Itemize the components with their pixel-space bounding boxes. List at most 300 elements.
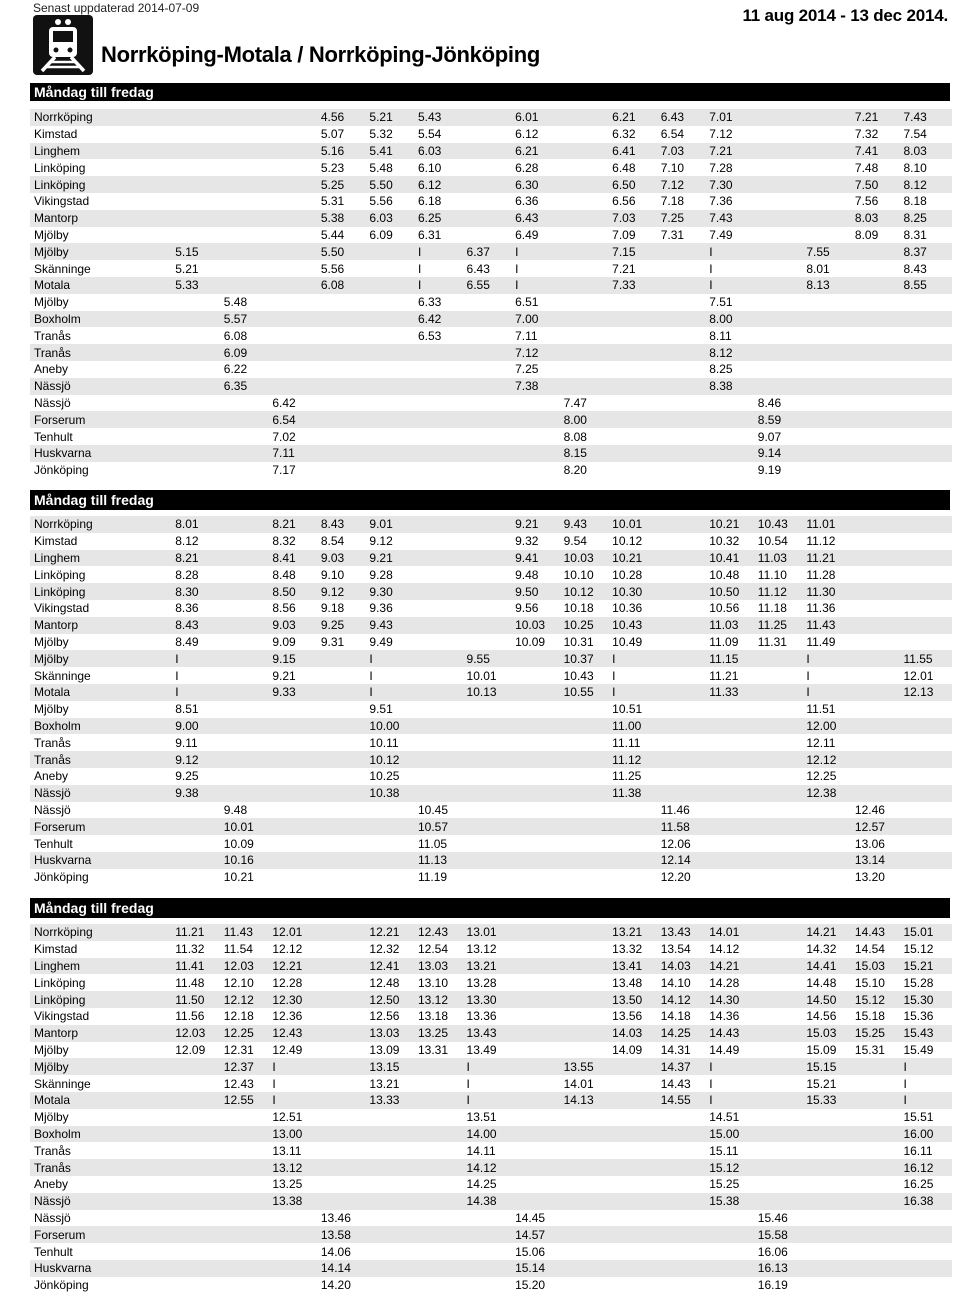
departure-time: 12.01 <box>272 924 321 941</box>
departure-time: 5.50 <box>321 243 370 260</box>
departure-time <box>661 1210 710 1227</box>
departure-time: 13.51 <box>466 1110 497 1125</box>
departure-time: I <box>709 243 758 260</box>
departure-time <box>224 566 273 583</box>
departure-time <box>224 126 273 143</box>
departure-time <box>321 445 370 462</box>
departure-time: 11.54 <box>223 942 253 957</box>
departure-time <box>661 311 710 328</box>
departure-time <box>175 227 224 244</box>
departure-time <box>661 344 710 361</box>
departure-time: 14.51 <box>709 1110 740 1125</box>
departure-time: 9.48 <box>223 802 248 817</box>
departure-time: 13.43 <box>467 1025 516 1042</box>
departure-time: 11.01 <box>806 516 855 533</box>
departure-time: 16.00 <box>903 1126 952 1143</box>
departure-time <box>175 210 224 227</box>
timetable-row <box>30 684 952 701</box>
departure-time: I <box>709 1092 758 1109</box>
departure-time <box>855 701 904 718</box>
departure-time <box>467 751 516 768</box>
departure-time: 10.38 <box>369 785 418 802</box>
station-name: Linköping <box>30 176 175 193</box>
departure-time <box>467 126 516 143</box>
departure-time: 10.01 <box>466 668 497 683</box>
departure-time: 6.55 <box>467 277 516 294</box>
departure-time <box>806 227 855 244</box>
section-header: Måndag till fredag <box>30 898 950 918</box>
departure-time: 16.25 <box>903 1177 934 1192</box>
departure-time: 16.06 <box>757 1244 788 1259</box>
departure-time: 7.28 <box>709 160 733 175</box>
departure-time <box>855 378 904 395</box>
departure-time <box>369 1210 418 1227</box>
departure-time <box>855 411 904 428</box>
departure-time <box>175 1260 224 1277</box>
departure-time: 13.10 <box>417 975 448 990</box>
departure-time <box>758 109 807 126</box>
departure-time: 7.49 <box>709 227 733 242</box>
departure-time <box>515 1159 564 1176</box>
departure-time <box>564 1210 613 1227</box>
departure-time <box>855 294 904 311</box>
departure-time <box>661 411 710 428</box>
departure-time <box>224 1277 273 1294</box>
departure-time <box>661 277 710 294</box>
timetable-row <box>30 924 952 941</box>
departure-time: 8.30 <box>175 583 224 600</box>
departure-time <box>224 1260 273 1277</box>
departure-time <box>758 126 807 143</box>
departure-time: 5.56 <box>369 194 393 209</box>
departure-time <box>855 566 904 583</box>
departure-time: 13.54 <box>660 942 691 957</box>
departure-time: 6.42 <box>272 395 296 410</box>
departure-time <box>758 701 807 718</box>
departure-time <box>758 958 807 975</box>
departure-time: 14.18 <box>660 1009 691 1024</box>
departure-time: I <box>612 668 616 683</box>
departure-time <box>564 1008 613 1025</box>
departure-time: 8.09 <box>854 227 879 242</box>
departure-time: 13.41 <box>612 958 661 975</box>
departure-time <box>564 718 613 735</box>
departure-time: 9.50 <box>515 583 564 600</box>
departure-time <box>467 411 516 428</box>
departure-time: 8.01 <box>175 516 224 533</box>
departure-time <box>806 294 855 311</box>
departure-time: 9.09 <box>272 634 296 649</box>
departure-time <box>175 327 224 344</box>
departure-time <box>418 1176 467 1193</box>
departure-time: 6.12 <box>418 176 467 193</box>
departure-time <box>272 1226 321 1243</box>
departure-time <box>272 1277 321 1294</box>
departure-time: 15.09 <box>806 1042 837 1057</box>
departure-time <box>806 1126 855 1143</box>
departure-time <box>806 1142 855 1159</box>
departure-time <box>903 462 952 479</box>
station-name: Motala <box>30 277 175 294</box>
departure-time: 9.15 <box>272 650 321 667</box>
departure-time <box>903 1260 952 1277</box>
departure-time: 11.15 <box>709 650 758 667</box>
departure-time: 7.50 <box>855 176 904 193</box>
departure-time <box>855 533 904 550</box>
departure-time: 11.46 <box>660 802 690 817</box>
departure-time: 8.20 <box>563 463 587 478</box>
timetable-row <box>30 566 952 583</box>
departure-time <box>806 1277 855 1294</box>
departure-time <box>321 650 370 667</box>
departure-time <box>418 1226 467 1243</box>
departure-time: 15.12 <box>855 991 904 1008</box>
departure-time <box>758 1193 807 1210</box>
departure-time <box>272 327 321 344</box>
departure-time: 6.56 <box>612 194 636 209</box>
station-name: Nässjö <box>30 378 175 395</box>
departure-time: 11.51 <box>806 702 836 717</box>
timetable-row <box>30 802 952 819</box>
departure-time <box>369 1260 418 1277</box>
station-name: Linköping <box>34 975 86 990</box>
departure-time <box>321 734 370 751</box>
departure-time <box>418 1109 467 1126</box>
departure-time: 14.54 <box>854 942 885 957</box>
departure-time: 7.56 <box>854 194 879 209</box>
departure-time <box>321 718 370 735</box>
departure-time <box>903 445 952 462</box>
station-name: Motala <box>30 1092 175 1109</box>
departure-time: 9.18 <box>320 601 345 616</box>
departure-time: 7.55 <box>806 243 855 260</box>
departure-time: I <box>515 261 519 276</box>
departure-time: 11.11 <box>612 735 641 750</box>
departure-time <box>758 1126 807 1143</box>
timetable-row <box>30 311 952 328</box>
departure-time <box>903 835 952 852</box>
timetable-row <box>30 974 952 991</box>
departure-time <box>806 835 855 852</box>
departure-time <box>806 1176 855 1193</box>
departure-time <box>418 550 467 567</box>
station-name: Motala <box>30 684 175 701</box>
departure-time: 12.57 <box>855 818 904 835</box>
departure-time: 15.01 <box>903 924 952 941</box>
departure-time <box>758 277 807 294</box>
departure-time <box>806 1243 855 1260</box>
departure-time <box>758 818 807 835</box>
departure-time <box>758 1008 807 1025</box>
station-name: Norrköping <box>30 516 175 533</box>
departure-time: 7.36 <box>709 194 733 209</box>
timetable-row <box>30 1210 952 1227</box>
departure-time <box>321 768 370 785</box>
departure-time: I <box>272 1076 276 1091</box>
departure-time: 9.38 <box>175 785 224 802</box>
departure-time <box>224 634 273 651</box>
departure-time <box>806 126 855 143</box>
departure-time: 15.25 <box>709 1177 740 1192</box>
departure-time: 6.43 <box>515 210 564 227</box>
departure-time <box>175 143 224 160</box>
departure-time <box>855 361 904 378</box>
timetable-row <box>30 1193 952 1210</box>
departure-time: 16.13 <box>758 1260 807 1277</box>
departure-time: 10.43 <box>563 668 594 683</box>
departure-time <box>709 734 758 751</box>
departure-time <box>758 143 807 160</box>
departure-time: 8.28 <box>175 567 199 582</box>
departure-time: 6.22 <box>223 362 248 377</box>
departure-time <box>806 1210 855 1227</box>
departure-time: 6.37 <box>467 243 516 260</box>
departure-time <box>806 378 855 395</box>
departure-time <box>903 550 952 567</box>
departure-time <box>564 1243 613 1260</box>
departure-time <box>806 361 855 378</box>
departure-time: 9.11 <box>175 735 198 750</box>
departure-time <box>612 1193 661 1210</box>
departure-time <box>564 227 613 244</box>
departure-time <box>467 734 516 751</box>
timetable-row <box>30 835 952 852</box>
departure-time <box>758 193 807 210</box>
departure-time <box>175 109 224 126</box>
departure-time: 14.49 <box>709 1042 740 1057</box>
departure-time: 11.33 <box>709 684 758 701</box>
departure-time: 6.18 <box>417 194 442 209</box>
departure-time: 7.03 <box>612 210 661 227</box>
departure-time <box>467 718 516 735</box>
departure-time <box>903 634 952 651</box>
departure-time: 6.50 <box>612 176 661 193</box>
departure-time: 9.03 <box>321 550 370 567</box>
station-name: Boxholm <box>30 1126 175 1143</box>
departure-time <box>467 159 516 176</box>
departure-time: 12.36 <box>272 1009 303 1024</box>
departure-time: 7.25 <box>515 362 539 377</box>
departure-time <box>175 1142 224 1159</box>
departure-time <box>612 852 661 869</box>
departure-time: 6.42 <box>418 311 467 328</box>
departure-time: 10.18 <box>563 601 594 616</box>
departure-time <box>564 311 613 328</box>
departure-time <box>661 650 710 667</box>
departure-time <box>903 617 952 634</box>
departure-time: 12.56 <box>369 1009 400 1024</box>
timetable-row <box>30 550 952 567</box>
departure-time <box>467 227 516 244</box>
departure-time: 7.12 <box>661 176 710 193</box>
departure-time <box>175 1126 224 1143</box>
departure-time <box>224 650 273 667</box>
departure-time <box>369 1176 418 1193</box>
departure-time <box>418 751 467 768</box>
departure-time <box>272 361 321 378</box>
timetable-row <box>30 1243 952 1260</box>
station-name: Tranås <box>30 1159 175 1176</box>
departure-time <box>515 1126 564 1143</box>
departure-time: I <box>369 668 373 683</box>
departure-time: 6.48 <box>612 160 636 175</box>
departure-time <box>515 411 564 428</box>
timetable-row <box>30 193 952 210</box>
departure-time: 13.03 <box>418 958 467 975</box>
departure-time: 14.20 <box>320 1278 351 1293</box>
departure-time <box>758 227 807 244</box>
departure-time <box>369 395 418 412</box>
departure-time <box>758 785 807 802</box>
departure-time <box>272 1243 321 1260</box>
departure-time <box>758 718 807 735</box>
departure-time: 15.49 <box>903 1042 934 1057</box>
departure-time: 13.12 <box>272 1159 321 1176</box>
timetable-row <box>30 143 952 160</box>
timetable-row <box>30 1277 952 1294</box>
station-name: Linköping <box>34 567 86 582</box>
departure-time: 13.18 <box>417 1009 448 1024</box>
departure-time: 13.06 <box>854 836 885 851</box>
departure-time: 13.14 <box>855 852 904 869</box>
departure-time <box>175 159 224 176</box>
departure-time: 8.00 <box>564 411 613 428</box>
departure-time: 12.21 <box>369 924 418 941</box>
departure-time: 10.41 <box>709 550 758 567</box>
departure-time <box>806 193 855 210</box>
departure-time <box>418 600 467 617</box>
departure-time <box>758 802 807 819</box>
departure-time <box>515 1193 564 1210</box>
departure-time <box>903 411 952 428</box>
departure-time <box>612 818 661 835</box>
departure-time: 12.43 <box>223 1076 254 1091</box>
departure-time <box>903 600 952 617</box>
departure-time <box>224 583 273 600</box>
departure-time <box>564 835 613 852</box>
departure-time: 15.20 <box>515 1278 546 1293</box>
station-name: Norrköping <box>30 109 175 126</box>
departure-time <box>661 428 710 445</box>
departure-time <box>272 294 321 311</box>
departure-time <box>855 1193 904 1210</box>
departure-time <box>758 1142 807 1159</box>
departure-time <box>903 327 952 344</box>
departure-time <box>418 533 467 550</box>
departure-time <box>903 785 952 802</box>
departure-time <box>418 1277 467 1294</box>
departure-time <box>321 958 370 975</box>
departure-time: 10.49 <box>612 634 643 649</box>
departure-time: 7.18 <box>660 194 685 209</box>
departure-time: 12.21 <box>272 958 321 975</box>
departure-time: 12.50 <box>369 991 418 1008</box>
departure-time <box>709 852 758 869</box>
departure-time <box>369 462 418 479</box>
station-name: Nässjö <box>34 802 71 817</box>
departure-time: 8.43 <box>175 617 224 634</box>
departure-time <box>272 126 321 143</box>
departure-time <box>661 718 710 735</box>
departure-time <box>515 718 564 735</box>
departure-time <box>175 1226 224 1243</box>
departure-time <box>321 1042 370 1059</box>
departure-time <box>515 650 564 667</box>
departure-time: 8.43 <box>903 261 927 276</box>
departure-time: 5.32 <box>369 127 393 142</box>
station-name: Jönköping <box>34 463 89 478</box>
departure-time <box>661 1277 710 1294</box>
departure-time <box>612 411 661 428</box>
departure-time <box>903 1226 952 1243</box>
departure-time: 15.12 <box>903 942 934 957</box>
departure-time: I <box>467 1058 516 1075</box>
departure-time <box>661 751 710 768</box>
departure-time <box>418 344 467 361</box>
station-name: Tenhult <box>34 836 73 851</box>
departure-time: 7.41 <box>855 143 904 160</box>
departure-time <box>418 667 467 684</box>
departure-time: 8.41 <box>272 550 321 567</box>
timetable-row <box>30 516 952 533</box>
departure-time: I <box>709 1058 758 1075</box>
departure-time <box>321 1025 370 1042</box>
departure-time <box>855 718 904 735</box>
station-name: Skänninge <box>34 668 91 683</box>
departure-time <box>224 1193 273 1210</box>
station-name: Mjölby <box>34 634 69 649</box>
departure-time <box>709 395 758 412</box>
departure-time: 8.25 <box>709 362 733 377</box>
departure-time <box>224 751 273 768</box>
departure-time: 6.43 <box>661 109 710 126</box>
departure-time: 7.01 <box>709 109 758 126</box>
timetable-section-1 <box>30 109 952 479</box>
departure-time: 13.25 <box>272 1177 303 1192</box>
station-name: Norrköping <box>30 924 175 941</box>
departure-time <box>224 785 273 802</box>
departure-time: 9.14 <box>758 445 807 462</box>
departure-time: 12.12 <box>806 751 855 768</box>
departure-time: 8.13 <box>806 277 855 294</box>
departure-time <box>321 852 370 869</box>
timetable-row <box>30 852 952 869</box>
departure-time <box>612 445 661 462</box>
departure-time: 10.01 <box>224 818 273 835</box>
departure-time <box>855 768 904 785</box>
departure-time <box>175 1193 224 1210</box>
timetable-row <box>30 1142 952 1159</box>
departure-time: 15.36 <box>903 1009 934 1024</box>
departure-time <box>564 277 613 294</box>
departure-time: 9.36 <box>369 601 393 616</box>
departure-time <box>515 991 564 1008</box>
departure-time <box>855 1126 904 1143</box>
departure-time <box>903 428 952 445</box>
departure-time: 15.03 <box>855 958 904 975</box>
timetable-row <box>30 327 952 344</box>
departure-time <box>564 974 613 991</box>
departure-time: 7.21 <box>855 109 904 126</box>
departure-time: I <box>903 1058 952 1075</box>
departure-time: 5.54 <box>417 127 442 142</box>
station-name: Aneby <box>34 1177 69 1192</box>
departure-time <box>175 344 224 361</box>
departure-time: 5.25 <box>321 176 370 193</box>
page-title: Norrköping-Motala / Norrköping-Jönköping <box>101 42 540 67</box>
departure-time: 5.44 <box>320 227 345 242</box>
departure-time: 13.38 <box>272 1193 321 1210</box>
